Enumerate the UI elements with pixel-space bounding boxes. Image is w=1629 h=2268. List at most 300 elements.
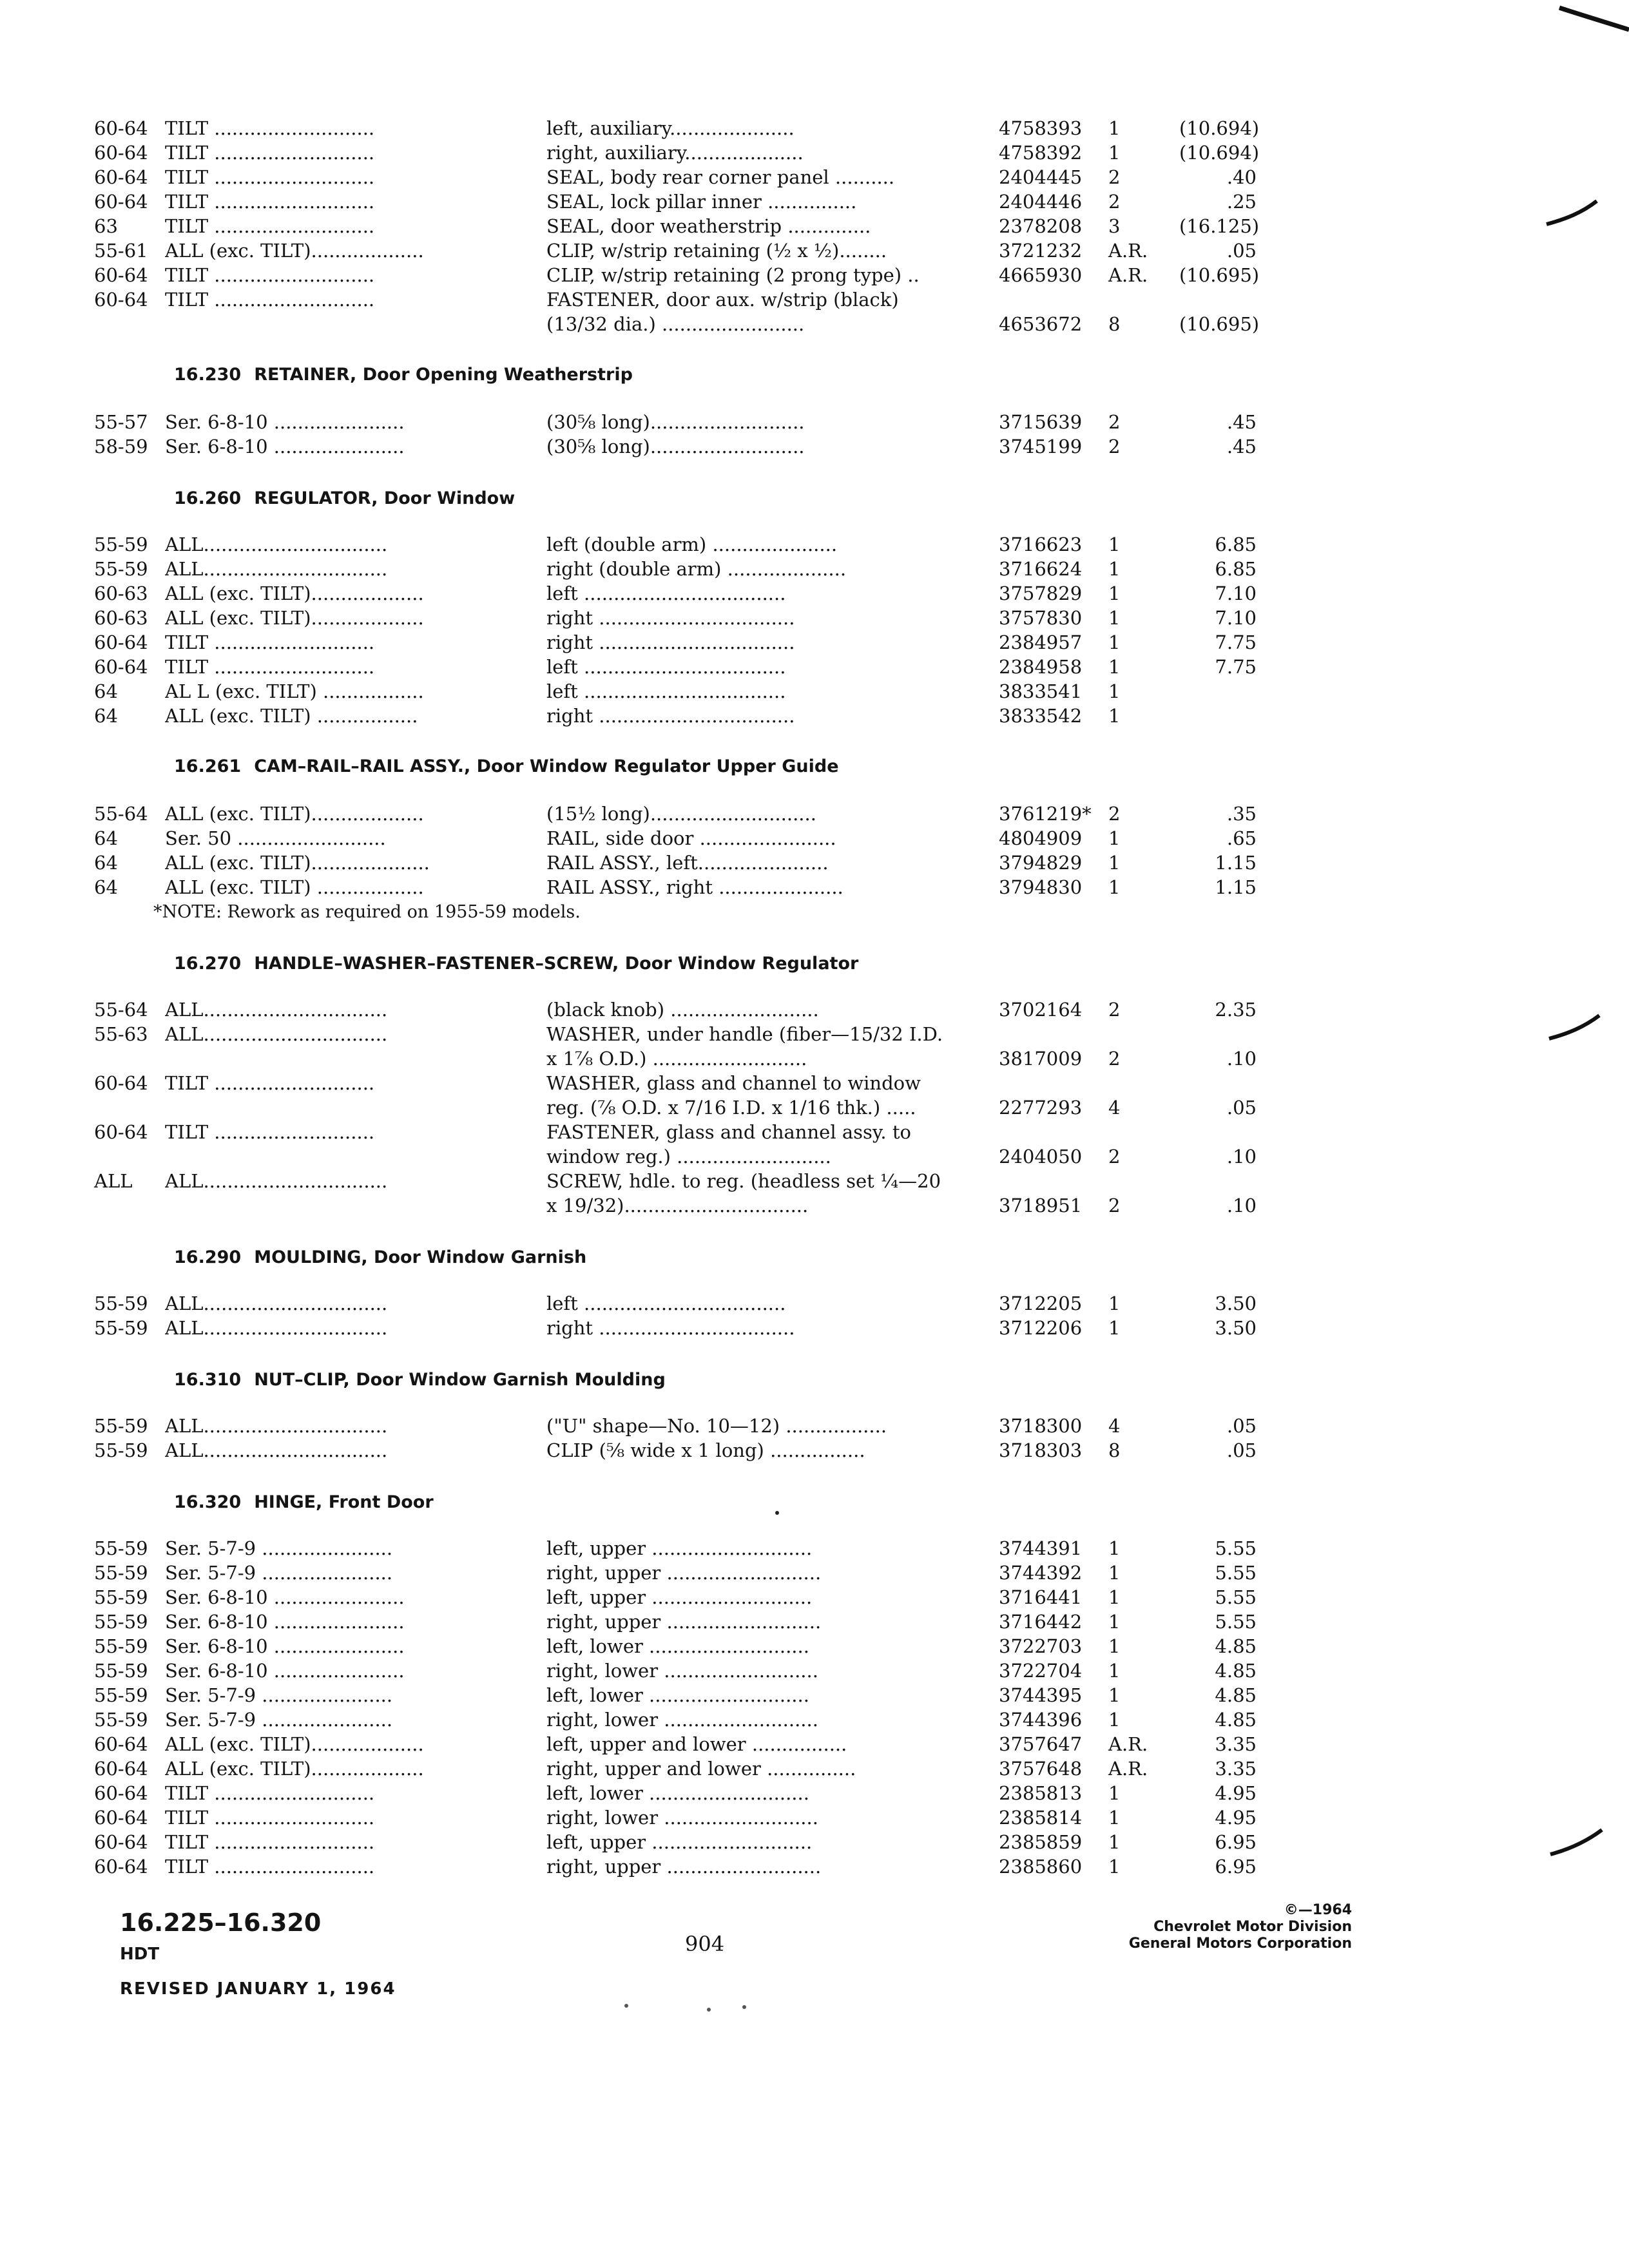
part-description: right, auxiliary.................... [546, 142, 804, 164]
section-header [174, 1246, 586, 1269]
part-number: 3761219* [999, 803, 1092, 825]
model-application: TILT ........................... [165, 656, 375, 678]
division-name: Chevrolet Motor Division [1153, 1919, 1352, 1935]
part-description: RAIL, side door ....................... [546, 827, 836, 849]
part-number: 3716623 [999, 533, 1083, 555]
quantity: 8 [1108, 313, 1121, 335]
section-number: 16.260 [174, 488, 242, 508]
price: (16.125) [1179, 215, 1260, 237]
quantity: 4 [1108, 1415, 1121, 1437]
model-application: TILT ........................... [165, 117, 375, 139]
part-description: SCREW, hdle. to reg. (headless set ¼—20 [546, 1170, 941, 1192]
price: (10.695) [1179, 264, 1260, 286]
price: 3.35 [1215, 1758, 1257, 1780]
part-number: 3744395 [999, 1684, 1083, 1706]
model-years: 63 [94, 215, 118, 237]
price: 1.15 [1215, 876, 1257, 898]
part-description: reg. (⅞ O.D. x 7/16 I.D. x 1/16 thk.) ..... [546, 1097, 916, 1119]
model-years: 55-59 [94, 1439, 148, 1461]
price: 5.55 [1215, 1611, 1257, 1633]
part-description: left .................................. [546, 1293, 786, 1314]
part-number: 2385813 [999, 1782, 1083, 1804]
part-description: right, upper .......................... [546, 1562, 822, 1584]
part-number: 3712206 [999, 1317, 1083, 1339]
part-number: 3744391 [999, 1537, 1083, 1559]
part-number: 3722703 [999, 1635, 1083, 1657]
part-number: 3757830 [999, 607, 1083, 629]
price: (10.694) [1179, 117, 1260, 139]
binder-hole-mark-3 [1550, 1830, 1602, 1854]
part-number: 2385859 [999, 1831, 1083, 1853]
part-description: CLIP, w/strip retaining (½ x ½)........ [546, 240, 887, 262]
section-header [174, 755, 839, 778]
price: 6.85 [1215, 558, 1257, 580]
quantity: 1 [1108, 1635, 1121, 1657]
quantity: 1 [1108, 705, 1121, 727]
quantity: 2 [1108, 411, 1121, 433]
model-application: TILT ........................... [165, 1856, 375, 1878]
model-years: 60-64 [94, 1121, 148, 1143]
part-description: right (double arm) .................... [546, 558, 847, 580]
model-application: Ser. 5-7-9 ...................... [165, 1562, 393, 1584]
section-title: HANDLE–WASHER–FASTENER–SCREW, Door Window Regulator [254, 954, 859, 974]
part-number: 2378208 [999, 215, 1083, 237]
model-application: ALL (exc. TILT)................... [165, 240, 424, 262]
part-description: CLIP (⅝ wide x 1 long) ................ [546, 1439, 865, 1461]
part-number: 3716442 [999, 1611, 1083, 1633]
part-description: left (double arm) ..................... [546, 533, 838, 555]
quantity: 1 [1108, 1562, 1121, 1584]
part-number: 3712205 [999, 1293, 1083, 1314]
model-application: Ser. 6-8-10 ...................... [165, 1660, 405, 1682]
model-application: ALL (exc. TILT) ................. [165, 705, 418, 727]
part-description: CLIP, w/strip retaining (2 prong type) .. [546, 264, 920, 286]
part-description: WASHER, glass and channel to window [546, 1072, 921, 1094]
part-description: right ................................. [546, 705, 795, 727]
part-number: 2404445 [999, 166, 1083, 188]
quantity: 1 [1108, 1782, 1121, 1804]
part-number: 3744392 [999, 1562, 1083, 1584]
model-years: 60-64 [94, 1807, 148, 1829]
part-description: SEAL, door weatherstrip .............. [546, 215, 871, 237]
price: 6.95 [1215, 1831, 1257, 1853]
part-number: 4653672 [999, 313, 1083, 335]
price: .10 [1226, 1146, 1257, 1168]
part-description: right, lower .......................... [546, 1807, 818, 1829]
model-application: Ser. 5-7-9 ...................... [165, 1537, 393, 1559]
model-years: 55-59 [94, 1562, 148, 1584]
price: .40 [1226, 166, 1257, 188]
part-number: 3715639 [999, 411, 1083, 433]
quantity: 1 [1108, 631, 1121, 653]
quantity: 3 [1108, 215, 1121, 237]
part-number: 4758393 [999, 117, 1083, 139]
part-number: 3794830 [999, 876, 1083, 898]
quantity: 1 [1108, 607, 1121, 629]
model-application: Ser. 6-8-10 ...................... [165, 1586, 405, 1608]
model-application: TILT ........................... [165, 1782, 375, 1804]
model-years: 55-59 [94, 1293, 148, 1314]
part-description: x 1⅞ O.D.) .......................... [546, 1048, 807, 1070]
section-header [174, 487, 515, 510]
section-title: RETAINER, Door Opening Weatherstrip [254, 365, 633, 385]
price: 7.10 [1215, 607, 1257, 629]
quantity: 8 [1108, 1439, 1121, 1461]
part-description: right ................................. [546, 1317, 795, 1339]
price: (10.695) [1179, 313, 1260, 335]
part-description: right, lower .......................... [546, 1660, 818, 1682]
model-years: 60-64 [94, 142, 148, 164]
model-years: 55-63 [94, 1023, 148, 1045]
model-application: TILT ........................... [165, 264, 375, 286]
part-description: SEAL, body rear corner panel .......... [546, 166, 895, 188]
model-years: 55-59 [94, 1586, 148, 1608]
speck-mark [624, 2004, 628, 2008]
part-description: left, auxiliary..................... [546, 117, 795, 139]
quantity: 1 [1108, 142, 1121, 164]
part-description: left, upper ........................... [546, 1537, 813, 1559]
model-years: 60-64 [94, 264, 148, 286]
part-number: 2404050 [999, 1146, 1083, 1168]
part-description: FASTENER, door aux. w/strip (black) [546, 289, 899, 311]
part-number: 3757829 [999, 582, 1083, 604]
model-application: TILT ........................... [165, 142, 375, 164]
price: 3.50 [1215, 1293, 1257, 1314]
part-description: right, upper .......................... [546, 1611, 822, 1633]
price: 3.50 [1215, 1317, 1257, 1339]
model-application: Ser. 50 ......................... [165, 827, 386, 849]
model-years: 64 [94, 852, 118, 874]
top-edge-scan-mark [1559, 8, 1629, 30]
price: 7.10 [1215, 582, 1257, 604]
quantity: 1 [1108, 117, 1121, 139]
price: 7.75 [1215, 656, 1257, 678]
price: .05 [1226, 240, 1257, 262]
part-number: 3833541 [999, 680, 1083, 702]
corporation-name: General Motors Corporation [1128, 1936, 1352, 1952]
model-years: 60-64 [94, 1758, 148, 1780]
price: 6.85 [1215, 533, 1257, 555]
part-description: WASHER, under handle (fiber—15/32 I.D. [546, 1023, 943, 1045]
model-years: 55-64 [94, 999, 148, 1021]
quantity: A.R. [1108, 1758, 1148, 1780]
model-application: ALL (exc. TILT)................... [165, 582, 424, 604]
price: 5.55 [1215, 1537, 1257, 1559]
part-description: left, lower ........................... [546, 1684, 809, 1706]
model-years: 60-64 [94, 1072, 148, 1094]
speck-mark [742, 2005, 746, 2009]
model-application: ALL (exc. TILT) .................. [165, 876, 424, 898]
quantity: 1 [1108, 533, 1121, 555]
part-number: 3718951 [999, 1195, 1083, 1216]
quantity: 1 [1108, 1856, 1121, 1878]
price: .35 [1226, 803, 1257, 825]
price: .45 [1226, 411, 1257, 433]
page-number: 904 [685, 1932, 725, 1956]
model-years: 64 [94, 705, 118, 727]
model-application: TILT ........................... [165, 631, 375, 653]
part-description: right, upper and lower ............... [546, 1758, 856, 1780]
quantity: 2 [1108, 191, 1121, 213]
part-number: 3718300 [999, 1415, 1083, 1437]
model-application: ALL (exc. TILT)................... [165, 1733, 424, 1755]
part-description: (30⅝ long).......................... [546, 436, 805, 457]
quantity: A.R. [1108, 240, 1148, 262]
model-application: ALL............................... [165, 999, 388, 1021]
price: 5.55 [1215, 1586, 1257, 1608]
model-years: 55-59 [94, 1611, 148, 1633]
part-description: FASTENER, glass and channel assy. to [546, 1121, 911, 1143]
quantity: 1 [1108, 1660, 1121, 1682]
model-years: 55-64 [94, 803, 148, 825]
price: 5.55 [1215, 1562, 1257, 1584]
part-number: 4665930 [999, 264, 1083, 286]
price: 6.95 [1215, 1856, 1257, 1878]
model-years: 55-59 [94, 558, 148, 580]
model-application: AL L (exc. TILT) ................. [165, 680, 424, 702]
model-application: ALL............................... [165, 533, 388, 555]
model-application: ALL............................... [165, 1439, 388, 1461]
price: .05 [1226, 1097, 1257, 1119]
model-application: Ser. 6-8-10 ...................... [165, 1635, 405, 1657]
part-description: (black knob) ......................... [546, 999, 819, 1021]
quantity: 1 [1108, 1293, 1121, 1314]
part-description: left .................................. [546, 680, 786, 702]
model-years: 60-64 [94, 656, 148, 678]
part-number: 2384957 [999, 631, 1083, 653]
part-number: 3721232 [999, 240, 1083, 262]
part-description: (30⅝ long).......................... [546, 411, 805, 433]
section-number: 16.261 [174, 756, 242, 776]
binder-hole-mark-1 [1547, 201, 1597, 224]
quantity: 2 [1108, 1146, 1121, 1168]
model-years: 55-59 [94, 1635, 148, 1657]
part-description: ("U" shape—No. 10—12) ................. [546, 1415, 887, 1437]
model-application: Ser. 6-8-10 ...................... [165, 436, 405, 457]
revised-date: REVISED JANUARY 1, 1964 [120, 1979, 396, 1999]
part-description: x 19/32)............................... [546, 1195, 809, 1216]
part-number: 2384958 [999, 656, 1083, 678]
price: 3.35 [1215, 1733, 1257, 1755]
model-years: 58-59 [94, 436, 148, 457]
price: .25 [1226, 191, 1257, 213]
model-application: ALL............................... [165, 558, 388, 580]
section-number: 16.270 [174, 954, 242, 974]
part-number: 3722704 [999, 1660, 1083, 1682]
model-years: 55-59 [94, 533, 148, 555]
section-number: 16.320 [174, 1492, 242, 1512]
price: .65 [1226, 827, 1257, 849]
model-application: ALL (exc. TILT)................... [165, 1758, 424, 1780]
section-number: 16.310 [174, 1370, 242, 1390]
price: 2.35 [1215, 999, 1257, 1021]
quantity: 1 [1108, 876, 1121, 898]
quantity: 1 [1108, 1586, 1121, 1608]
model-application: TILT ........................... [165, 1831, 375, 1853]
part-description: left, upper ........................... [546, 1586, 813, 1608]
quantity: 1 [1108, 1537, 1121, 1559]
quantity: 1 [1108, 680, 1121, 702]
model-years: 55-59 [94, 1415, 148, 1437]
part-number: 3794829 [999, 852, 1083, 874]
part-description: RAIL ASSY., left...................... [546, 852, 829, 874]
part-number: 3833542 [999, 705, 1083, 727]
part-description: left, upper ........................... [546, 1831, 813, 1853]
part-description: window reg.) .......................... [546, 1146, 831, 1168]
price: 4.95 [1215, 1807, 1257, 1829]
quantity: 1 [1108, 827, 1121, 849]
quantity: 1 [1108, 1611, 1121, 1633]
model-years: 55-59 [94, 1537, 148, 1559]
model-application: TILT ........................... [165, 191, 375, 213]
model-application: ALL............................... [165, 1317, 388, 1339]
quantity: 2 [1108, 1195, 1121, 1216]
model-years: 60-64 [94, 1733, 148, 1755]
part-description: RAIL ASSY., right ..................... [546, 876, 843, 898]
price: (10.694) [1179, 142, 1260, 164]
section-header [174, 952, 858, 975]
model-years: 60-63 [94, 582, 148, 604]
model-application: Ser. 5-7-9 ...................... [165, 1684, 393, 1706]
price: 4.95 [1215, 1782, 1257, 1804]
binder-hole-mark-2 [1549, 1015, 1599, 1039]
model-application: TILT ........................... [165, 1121, 375, 1143]
quantity: 2 [1108, 803, 1121, 825]
part-description: left .................................. [546, 582, 786, 604]
part-number: 2385814 [999, 1807, 1083, 1829]
quantity: 2 [1108, 999, 1121, 1021]
model-application: TILT ........................... [165, 166, 375, 188]
footer-section-range: 16.225–16.320 [120, 1908, 322, 1937]
quantity: 1 [1108, 1317, 1121, 1339]
model-application: ALL (exc. TILT)................... [165, 607, 424, 629]
section-title: NUT–CLIP, Door Window Garnish Moulding [254, 1370, 666, 1390]
model-years: 55-61 [94, 240, 148, 262]
part-number: 2385860 [999, 1856, 1083, 1878]
model-years: 55-59 [94, 1684, 148, 1706]
part-description: right ................................. [546, 607, 795, 629]
model-application: ALL............................... [165, 1023, 388, 1045]
part-description: right ................................. [546, 631, 795, 653]
model-application: ALL............................... [165, 1293, 388, 1314]
part-number: 3757648 [999, 1758, 1083, 1780]
model-years: 55-59 [94, 1317, 148, 1339]
price: 4.85 [1215, 1635, 1257, 1657]
model-application: TILT ........................... [165, 1807, 375, 1829]
price: .45 [1226, 436, 1257, 457]
part-number: 3716441 [999, 1586, 1083, 1608]
model-years: 60-64 [94, 1782, 148, 1804]
model-years: 64 [94, 827, 118, 849]
price: .10 [1226, 1195, 1257, 1216]
part-description: (15½ long)............................ [546, 803, 816, 825]
model-application: ALL............................... [165, 1170, 388, 1192]
part-number: 3817009 [999, 1048, 1083, 1070]
section-number: 16.230 [174, 365, 242, 385]
part-number: 3718303 [999, 1439, 1083, 1461]
section-title: REGULATOR, Door Window [254, 488, 516, 508]
quantity: 4 [1108, 1097, 1121, 1119]
model-years: 55-59 [94, 1660, 148, 1682]
model-years: 55-57 [94, 411, 148, 433]
part-description: left, upper and lower ................ [546, 1733, 847, 1755]
model-years: 60-64 [94, 1831, 148, 1853]
quantity: 1 [1108, 1831, 1121, 1853]
part-number: 3702164 [999, 999, 1083, 1021]
price: .10 [1226, 1048, 1257, 1070]
section-title: HINGE, Front Door [254, 1492, 434, 1512]
part-description: SEAL, lock pillar inner ............... [546, 191, 857, 213]
section-title: CAM–RAIL–RAIL ASSY., Door Window Regulator Upper Guide [254, 756, 839, 776]
model-application: TILT ........................... [165, 1072, 375, 1094]
quantity: 2 [1108, 166, 1121, 188]
model-years: 55-59 [94, 1709, 148, 1731]
model-years: 64 [94, 680, 118, 702]
model-years: ALL [94, 1170, 133, 1192]
price: .05 [1226, 1415, 1257, 1437]
quantity: 1 [1108, 1709, 1121, 1731]
footer-code: HDT [120, 1945, 160, 1964]
section-number: 16.290 [174, 1247, 242, 1267]
model-years: 64 [94, 876, 118, 898]
speck-mark [707, 2008, 711, 2012]
model-application: Ser. 6-8-10 ...................... [165, 411, 405, 433]
model-years: 60-64 [94, 117, 148, 139]
quantity: 1 [1108, 1684, 1121, 1706]
model-years: 60-64 [94, 191, 148, 213]
part-description: left, lower ........................... [546, 1782, 809, 1804]
part-description: right, lower .......................... [546, 1709, 818, 1731]
price: 4.85 [1215, 1709, 1257, 1731]
quantity: 1 [1108, 558, 1121, 580]
part-number: 4758392 [999, 142, 1083, 164]
model-years: 60-63 [94, 607, 148, 629]
section-header [174, 1491, 434, 1514]
price: 1.15 [1215, 852, 1257, 874]
quantity: 1 [1108, 1807, 1121, 1829]
model-years: 60-64 [94, 166, 148, 188]
part-description: left, lower ........................... [546, 1635, 809, 1657]
quantity: 1 [1108, 852, 1121, 874]
quantity: 2 [1108, 1048, 1121, 1070]
model-application: ALL (exc. TILT)................... [165, 803, 424, 825]
model-years: 60-64 [94, 631, 148, 653]
section-header [174, 363, 633, 387]
part-number: 2277293 [999, 1097, 1083, 1119]
part-number: 3716624 [999, 558, 1083, 580]
part-number: 3745199 [999, 436, 1083, 457]
price: 4.85 [1215, 1684, 1257, 1706]
part-description: (13/32 dia.) ........................ [546, 313, 805, 335]
quantity: A.R. [1108, 264, 1148, 286]
model-application: ALL (exc. TILT).................... [165, 852, 430, 874]
price: 4.85 [1215, 1660, 1257, 1682]
part-number: 4804909 [999, 827, 1083, 849]
part-number: 3744396 [999, 1709, 1083, 1731]
price: 7.75 [1215, 631, 1257, 653]
part-number: 2404446 [999, 191, 1083, 213]
model-years: 60-64 [94, 1856, 148, 1878]
model-application: TILT ........................... [165, 289, 375, 311]
model-application: TILT ........................... [165, 215, 375, 237]
model-application: ALL............................... [165, 1415, 388, 1437]
price: .05 [1226, 1439, 1257, 1461]
section-title: MOULDING, Door Window Garnish [254, 1247, 587, 1267]
part-number: 3757647 [999, 1733, 1083, 1755]
model-application: Ser. 6-8-10 ...................... [165, 1611, 405, 1633]
speck-mark [775, 1511, 779, 1515]
section-header [174, 1369, 666, 1392]
